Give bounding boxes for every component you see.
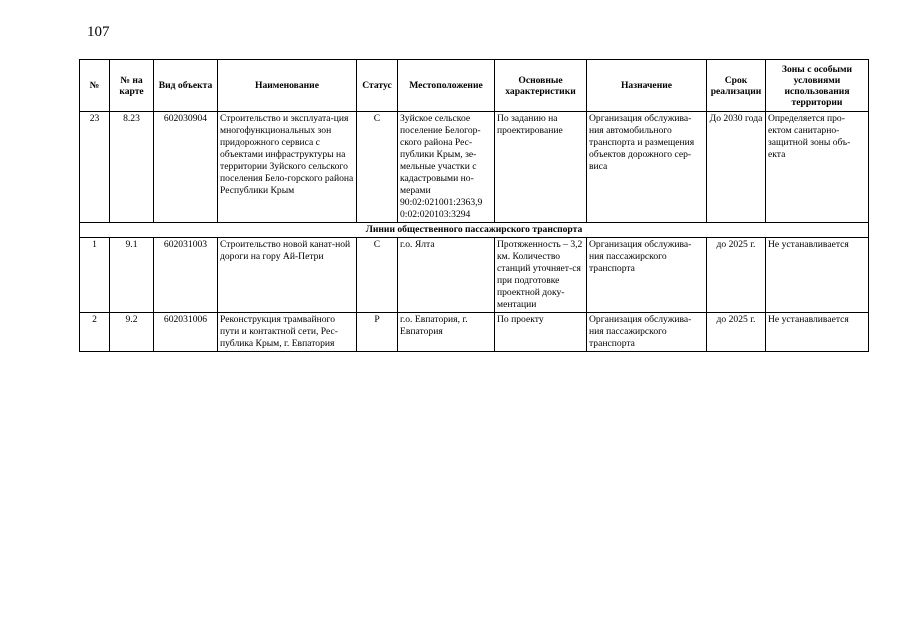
table-cell: до 2025 г.	[707, 313, 766, 352]
table-cell: Строительство новой канат-ной дороги на гору Ай-Петри	[218, 238, 357, 313]
table-cell: С	[357, 112, 398, 223]
table-cell: С	[357, 238, 398, 313]
table-cell: Реконструкция трамвайного пути и контактной сети, Рес-публика Крым, г. Евпатория	[218, 313, 357, 352]
table-cell: г.о. Евпатория, г. Евпатория	[398, 313, 495, 352]
column-header: Срок реализации	[707, 60, 766, 112]
table-cell: Не устанавливается	[766, 238, 869, 313]
table-cell: Р	[357, 313, 398, 352]
table-cell: Не устанавливается	[766, 313, 869, 352]
table-cell: 602030904	[154, 112, 218, 223]
table-cell: 8.23	[110, 112, 154, 223]
table-cell: 9.2	[110, 313, 154, 352]
column-header: Основные характеристики	[495, 60, 587, 112]
table-cell: Зуйское сельское поселение Белогор-ского района Рес-публики Крым, зе-мельные участки с кадастровыми но-мерами 90:02:021001:2363,9 0:02:020103:3294	[398, 112, 495, 223]
section-title: Линии общественного пассажирского транспорта	[80, 223, 869, 238]
column-header: № на карте	[110, 60, 154, 112]
section-header-row	[80, 223, 869, 238]
table-cell: Строительство и эксплуата-ция многофункциональных зон придорожного сервиса с объектами инфраструктуры на территории Зуйского сельского поселения Бело-горского района Республики Крым	[218, 112, 357, 223]
table-cell: 602031003	[154, 238, 218, 313]
column-header: Назначение	[587, 60, 707, 112]
table-cell: По проекту	[495, 313, 587, 352]
table-cell: Организация обслужива-ния пассажирского транспорта	[587, 313, 707, 352]
table-cell: Организация обслужива-ния пассажирского транспорта	[587, 238, 707, 313]
table-row	[80, 313, 869, 352]
table-cell: До 2030 года	[707, 112, 766, 223]
table-cell: до 2025 г.	[707, 238, 766, 313]
table-header-row	[80, 60, 869, 112]
table-cell: Организация обслужива-ния автомобильного транспорта и размещения объектов дорожного сер-виса	[587, 112, 707, 223]
column-header: Статус	[357, 60, 398, 112]
column-header: №	[80, 60, 110, 112]
table-cell: 2	[80, 313, 110, 352]
table-cell: 602031006	[154, 313, 218, 352]
table-cell: По заданию на проектирование	[495, 112, 587, 223]
table-row	[80, 112, 869, 223]
table-cell: г.о. Ялта	[398, 238, 495, 313]
table-cell: 23	[80, 112, 110, 223]
column-header: Наименование	[218, 60, 357, 112]
table-cell: 1	[80, 238, 110, 313]
column-header: Местоположение	[398, 60, 495, 112]
table-row	[80, 238, 869, 313]
column-header: Вид объекта	[154, 60, 218, 112]
page-number: 107	[87, 24, 110, 40]
objects-table	[79, 59, 869, 352]
table-cell: Определяется про-ектом санитарно-защитной зоны объ-екта	[766, 112, 869, 223]
column-header: Зоны с особыми условиями использования территории	[766, 60, 869, 112]
table-cell: 9.1	[110, 238, 154, 313]
table-cell: Протяженность – 3,2 км. Количество станций уточняет-ся при подготовке проектной доку-ментации	[495, 238, 587, 313]
